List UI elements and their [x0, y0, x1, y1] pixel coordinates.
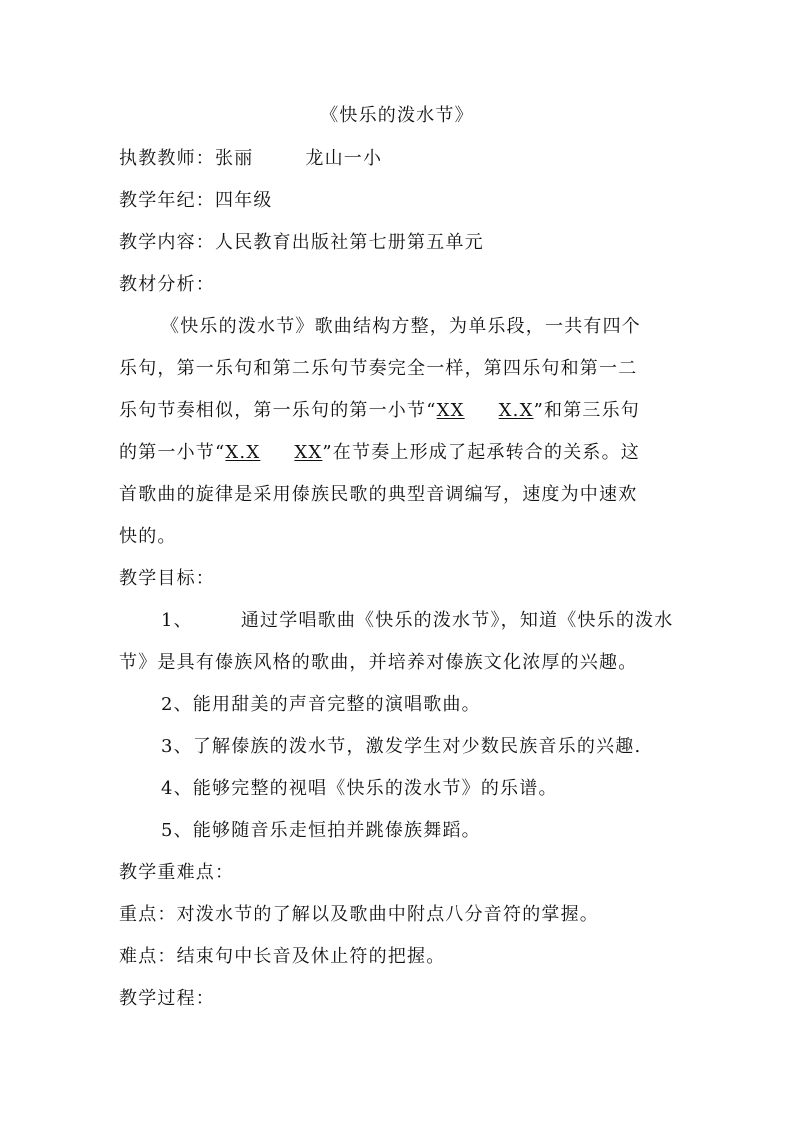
- rhythm-xx: XX: [436, 400, 465, 421]
- analysis-line-3-text: 乐句节奏相似，第一乐句的第一小节“: [119, 400, 437, 421]
- analysis-line-4-end: ”在节奏上形成了起承转合的关系。这: [322, 442, 640, 463]
- analysis-line-3-end: ”和第三乐句: [533, 400, 640, 421]
- key-heading: 教学重难点：: [119, 862, 235, 883]
- analysis-line-4-text: 的第一小节“: [119, 442, 226, 463]
- goal-1-line-2: 节》是具有傣族风格的歌曲，并培养对傣族文化浓厚的兴趣。: [119, 652, 638, 673]
- difficult-point: 难点：结束句中长音及休止符的把握。: [119, 946, 446, 967]
- analysis-line-5: 首歌曲的旋律是采用傣族民歌的典型音调编写，速度为中速欢: [119, 484, 638, 505]
- goal-5: 5、能够随音乐走恒拍并跳傣族舞蹈。: [161, 820, 481, 841]
- goal-4: 4、能够完整的视唱《快乐的泼水节》的乐谱。: [161, 778, 558, 799]
- goal-1-line-1: [161, 609, 681, 633]
- rhythm-x-dot-x-2: X.X: [225, 442, 261, 463]
- goal-1-text: 通过学唱歌曲《快乐的泼水节》，知道《快乐的泼水: [240, 610, 674, 631]
- content-line: [119, 231, 679, 255]
- school-name: 龙山一小: [305, 148, 383, 169]
- content-label: 教学内容：: [119, 232, 215, 253]
- analysis-line-4: [119, 441, 679, 465]
- teacher-label: 执教教师：: [119, 148, 215, 169]
- goal-1-number: 1、: [161, 610, 193, 631]
- goal-2: 2、能用甜美的声音完整的演唱歌曲。: [161, 694, 481, 715]
- grade-value: 四年级: [215, 190, 273, 211]
- grade-label: 教学年纪：: [119, 190, 215, 211]
- key-point: 重点：对泼水节的了解以及歌曲中附点八分音符的掌握。: [119, 904, 599, 925]
- teacher-name: 张丽: [215, 148, 254, 169]
- rhythm-xx-2: XX: [294, 442, 323, 463]
- analysis-line-6: 快的。: [119, 526, 177, 547]
- grade-line: [119, 189, 679, 213]
- analysis-line-2: 乐句，第一乐句和第二乐句节奏完全一样，第四乐句和第一二: [119, 358, 638, 379]
- content-value: 人民教育出版社第七册第五单元: [215, 232, 484, 253]
- analysis-line-1: 《快乐的泼水节》歌曲结构方整，为单乐段，一共有四个: [161, 316, 641, 337]
- page-title: 《快乐的泼水节》: [320, 105, 474, 126]
- goals-heading: 教学目标：: [119, 568, 215, 589]
- analysis-heading: 教材分析：: [119, 274, 215, 295]
- teacher-line: [119, 147, 679, 171]
- goal-3: 3、了解傣族的泼水节，激发学生对少数民族音乐的兴趣.: [161, 736, 642, 757]
- analysis-line-3: [119, 399, 679, 423]
- process-heading: 教学过程：: [119, 988, 215, 1009]
- rhythm-x-dot-x: X.X: [498, 400, 534, 421]
